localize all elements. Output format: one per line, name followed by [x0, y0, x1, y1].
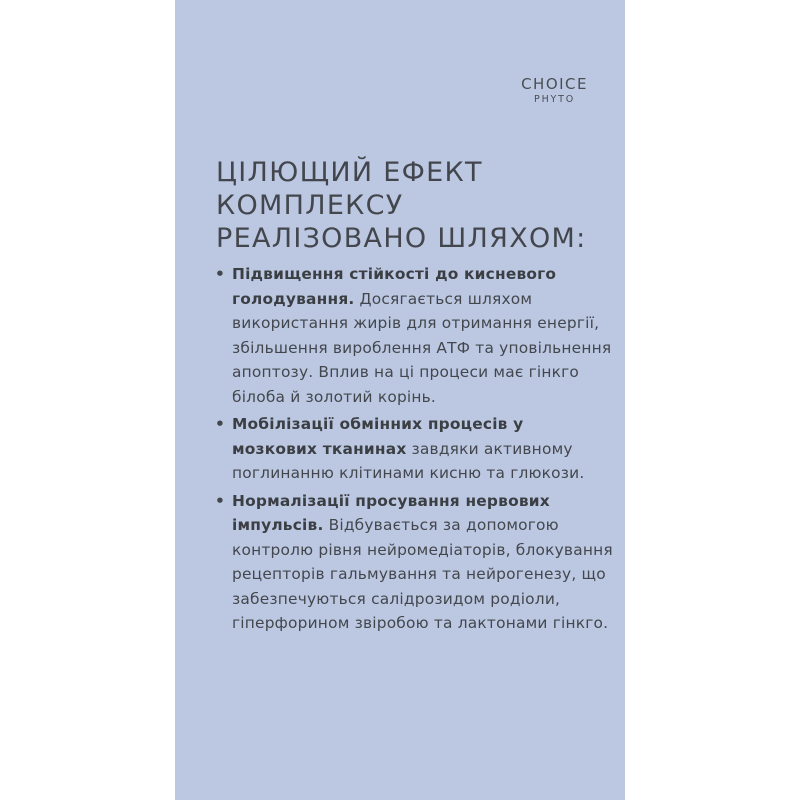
- item-text: Досягається шляхом використання жирів для отримання енергії, збільшення вироблення АТФ та уповільнення апоптозу. Вплив на ці процеси має гінкго білоба й золотий корінь.: [232, 289, 612, 406]
- item-text: Відбувається за допомогою контролю рівня нейромедіаторів, блокування рецепторів гальмування та нейрогенезу, що забезпечуються салідрозидом родіоли, гіперфорином звіробою та лактонами гінкго.: [232, 516, 613, 632]
- title-line: ЦІЛЮЩИЙ ЕФЕКТ: [216, 157, 483, 188]
- card-title: [216, 156, 616, 255]
- item-bold-text: Мобілізації обмінних процесів у мозкових тканинах: [232, 415, 524, 458]
- list-item: [213, 412, 613, 486]
- item-text: завдяки активному поглинанню клітинами кисню та глюкози.: [232, 439, 585, 482]
- brand-sub: PHYTO: [534, 94, 576, 105]
- title-line: РЕАЛІЗОВАНО ШЛЯХОМ:: [216, 223, 587, 254]
- item-bold-text: Нормалізації просування нервових імпульсів.: [232, 491, 550, 534]
- item-bold-text: Підвищення стійкості до кисневого голодування.: [232, 265, 557, 308]
- list-item: [213, 262, 613, 409]
- effects-list: [213, 262, 613, 639]
- info-card: [175, 0, 625, 800]
- brand-name: CHOICE: [521, 75, 588, 93]
- bullet-icon: •: [215, 265, 226, 283]
- title-line: КОМПЛЕКСУ: [216, 190, 404, 221]
- brand-logo: [521, 77, 588, 105]
- bullet-icon: •: [215, 415, 226, 433]
- list-item: [213, 489, 613, 636]
- bullet-icon: •: [215, 491, 226, 510]
